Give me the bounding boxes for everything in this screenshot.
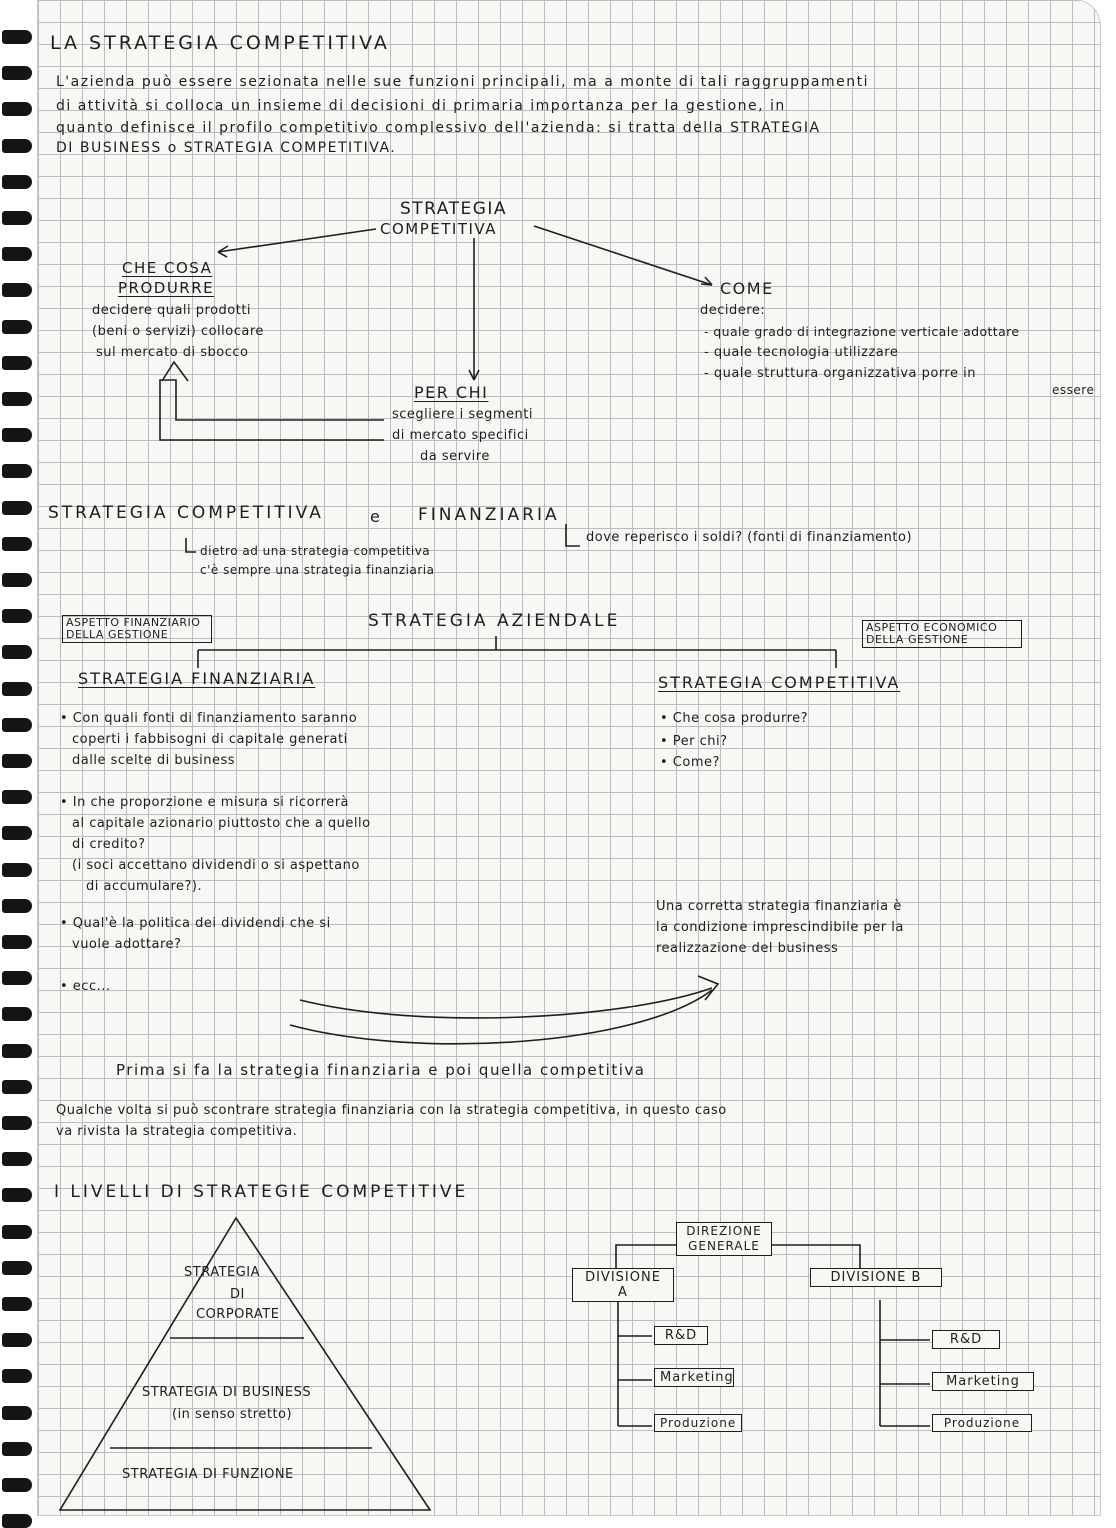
fin-bullet: • ecc... bbox=[60, 979, 111, 994]
spiral-ring bbox=[2, 754, 32, 768]
fin-bullet: (i soci accettano dividendi o si aspettano bbox=[72, 858, 360, 873]
how-line: - quale tecnologia utilizzare bbox=[704, 345, 899, 360]
spiral-ring bbox=[2, 718, 32, 732]
box-financial-aspect bbox=[62, 615, 212, 643]
spiral-ring bbox=[2, 30, 32, 44]
pyramid-level-business: (in senso stretto) bbox=[172, 1407, 293, 1422]
fin-bullet: vuole adottare? bbox=[72, 937, 182, 952]
section2-title-right: FINANZIARIA bbox=[418, 505, 560, 525]
levels-title: I LIVELLI DI STRATEGIE COMPETITIVE bbox=[54, 1182, 469, 1202]
spiral-ring bbox=[2, 175, 32, 189]
org-top-line: GENERALE bbox=[688, 1239, 760, 1253]
fin-bullet: coperti i fabbisogni di capitale generati bbox=[72, 732, 348, 747]
spiral-ring bbox=[2, 1478, 32, 1492]
spiral-ring bbox=[2, 1514, 32, 1528]
fin-bullet: • Qual'è la politica dei dividendi che si bbox=[60, 916, 331, 931]
fin-bullet: dalle scelte di business bbox=[72, 753, 235, 768]
spiral-ring bbox=[2, 211, 32, 225]
fin-bullet: al capitale azionario piuttosto che a quello bbox=[72, 816, 371, 831]
how-line: - quale struttura organizzativa porre in bbox=[704, 366, 976, 381]
box-financial-line: DELLA GESTIONE bbox=[66, 628, 169, 641]
intro-line: L'azienda può essere sezionata nelle sue funzioni principali, ma a monte di tali raggruppamenti bbox=[56, 74, 869, 90]
spiral-ring bbox=[2, 573, 32, 587]
conclusion-line: Prima si fa la strategia finanziaria e poi quella competitiva bbox=[116, 1061, 646, 1079]
pyramid-level-corporate: STRATEGIA bbox=[184, 1265, 261, 1280]
how-line: essere bbox=[1052, 383, 1095, 397]
spiral-ring bbox=[2, 139, 32, 153]
section2-note-right: dove reperisco i soldi? (fonti di finanziamento) bbox=[586, 530, 913, 545]
what-line: (beni o servizi) collocare bbox=[92, 324, 264, 339]
intro-line: quanto definisce il profilo competitivo complessivo dell'azienda: si tratta della STRATEGIA bbox=[56, 120, 821, 136]
spiral-ring bbox=[2, 428, 32, 442]
spiral-ring bbox=[2, 1297, 32, 1311]
spiral-ring bbox=[2, 1007, 32, 1021]
comp-bullet: • Per chi? bbox=[660, 734, 728, 749]
section2-note-left: dietro ad una strategia competitiva bbox=[200, 544, 431, 558]
spiral-ring bbox=[2, 826, 32, 840]
right-note: Una corretta strategia finanziaria è bbox=[656, 899, 902, 914]
box-economic-line: ASPETTO ECONOMICO bbox=[866, 621, 998, 634]
org-function-a-marketing: Marketing bbox=[654, 1368, 734, 1387]
spiral-ring bbox=[2, 247, 32, 261]
fin-bullet: • In che proporzione e misura si ricorrerà bbox=[60, 795, 350, 810]
right-note: realizzazione del business bbox=[656, 941, 839, 956]
pyramid-level-corporate: CORPORATE bbox=[196, 1307, 280, 1322]
box-financial-line: ASPETTO FINANZIARIO bbox=[66, 616, 201, 629]
spiral-ring bbox=[2, 392, 32, 406]
org-division-a: DIVISIONE A bbox=[572, 1268, 674, 1302]
org-function-b-marketing: Marketing bbox=[932, 1372, 1034, 1391]
right-note: la condizione imprescindibile per la bbox=[656, 920, 904, 935]
section2-title-and: e bbox=[370, 507, 382, 526]
page-title: LA STRATEGIA COMPETITIVA bbox=[50, 32, 390, 54]
org-direzione-generale bbox=[676, 1222, 772, 1256]
spiral-ring bbox=[2, 464, 32, 478]
spiral-ring bbox=[2, 102, 32, 116]
org-function-b-rd: R&D bbox=[932, 1330, 1000, 1349]
box-economic-aspect bbox=[862, 620, 1022, 648]
fin-bullet: di credito? bbox=[72, 837, 146, 852]
who-line: da servire bbox=[420, 449, 490, 464]
spiral-ring bbox=[2, 1333, 32, 1347]
section3-top: STRATEGIA AZIENDALE bbox=[368, 611, 621, 631]
spiral-ring bbox=[2, 1406, 32, 1420]
spiral-ring bbox=[2, 971, 32, 985]
spiral-ring bbox=[2, 1152, 32, 1166]
how-title: COME bbox=[720, 279, 774, 298]
how-line: decidere: bbox=[700, 303, 766, 318]
conclusion-line: Qualche volta si può scontrare strategia finanziaria con la strategia competitiva, in questo caso bbox=[56, 1103, 727, 1118]
comp-title: STRATEGIA COMPETITIVA bbox=[658, 673, 901, 692]
who-line: scegliere i segmenti bbox=[392, 407, 533, 422]
spiral-ring bbox=[2, 1044, 32, 1058]
box-economic-line: DELLA GESTIONE bbox=[866, 633, 969, 646]
spiral-ring bbox=[2, 283, 32, 297]
conclusion-line: va rivista la strategia competitiva. bbox=[56, 1124, 298, 1139]
spiral-ring bbox=[2, 1080, 32, 1094]
section2-note-left: c'è sempre una strategia finanziaria bbox=[200, 563, 435, 577]
who-title: PER CHI bbox=[414, 383, 489, 402]
spiral-ring bbox=[2, 1225, 32, 1239]
pyramid-level-business: STRATEGIA DI BUSINESS bbox=[142, 1385, 312, 1400]
what-title: PRODURRE bbox=[118, 279, 215, 297]
comp-bullet: • Come? bbox=[660, 755, 720, 770]
org-function-a-produzione: Produzione bbox=[654, 1414, 742, 1432]
intro-line: di attività si colloca un insieme di decisioni di primaria importanza per la gestione, in bbox=[56, 98, 786, 114]
org-top-line: DIREZIONE bbox=[686, 1224, 762, 1238]
spiral-ring bbox=[2, 1116, 32, 1130]
pyramid-level-corporate: DI bbox=[230, 1287, 245, 1302]
what-title: CHE COSA bbox=[122, 259, 213, 277]
fin-bullet: di accumulare?). bbox=[86, 879, 203, 894]
spiral-ring bbox=[2, 320, 32, 334]
who-line: di mercato specifici bbox=[392, 428, 529, 443]
diagram-center: COMPETITIVA bbox=[380, 220, 497, 238]
spiral-ring bbox=[2, 899, 32, 913]
what-line: decidere quali prodotti bbox=[92, 303, 252, 318]
spiral-ring bbox=[2, 682, 32, 696]
org-function-a-rd: R&D bbox=[654, 1326, 708, 1345]
spiral-ring bbox=[2, 1261, 32, 1275]
pyramid-level-function: STRATEGIA DI FUNZIONE bbox=[122, 1467, 294, 1482]
spiral-ring bbox=[2, 537, 32, 551]
spiral-ring bbox=[2, 1442, 32, 1456]
diagram-center: STRATEGIA bbox=[400, 199, 508, 219]
how-line: - quale grado di integrazione verticale adottare bbox=[704, 324, 1020, 339]
org-division-b: DIVISIONE B bbox=[810, 1268, 942, 1287]
fin-bullet: • Con quali fonti di finanziamento saranno bbox=[60, 711, 358, 726]
what-line: sul mercato di sbocco bbox=[96, 345, 249, 360]
spiral-ring bbox=[2, 863, 32, 877]
spiral-ring bbox=[2, 1188, 32, 1202]
comp-bullet: • Che cosa produrre? bbox=[660, 711, 809, 726]
notebook-spiral bbox=[0, 0, 40, 1523]
section2-title-left: STRATEGIA COMPETITIVA bbox=[48, 503, 324, 523]
spiral-ring bbox=[2, 790, 32, 804]
spiral-ring bbox=[2, 1369, 32, 1383]
spiral-ring bbox=[2, 501, 32, 515]
fin-title: STRATEGIA FINANZIARIA bbox=[78, 669, 316, 688]
org-function-b-produzione: Produzione bbox=[932, 1414, 1032, 1432]
spiral-ring bbox=[2, 609, 32, 623]
spiral-ring bbox=[2, 935, 32, 949]
spiral-ring bbox=[2, 66, 32, 80]
spiral-ring bbox=[2, 645, 32, 659]
intro-line: DI BUSINESS o STRATEGIA COMPETITIVA. bbox=[56, 140, 397, 156]
spiral-ring bbox=[2, 356, 32, 370]
